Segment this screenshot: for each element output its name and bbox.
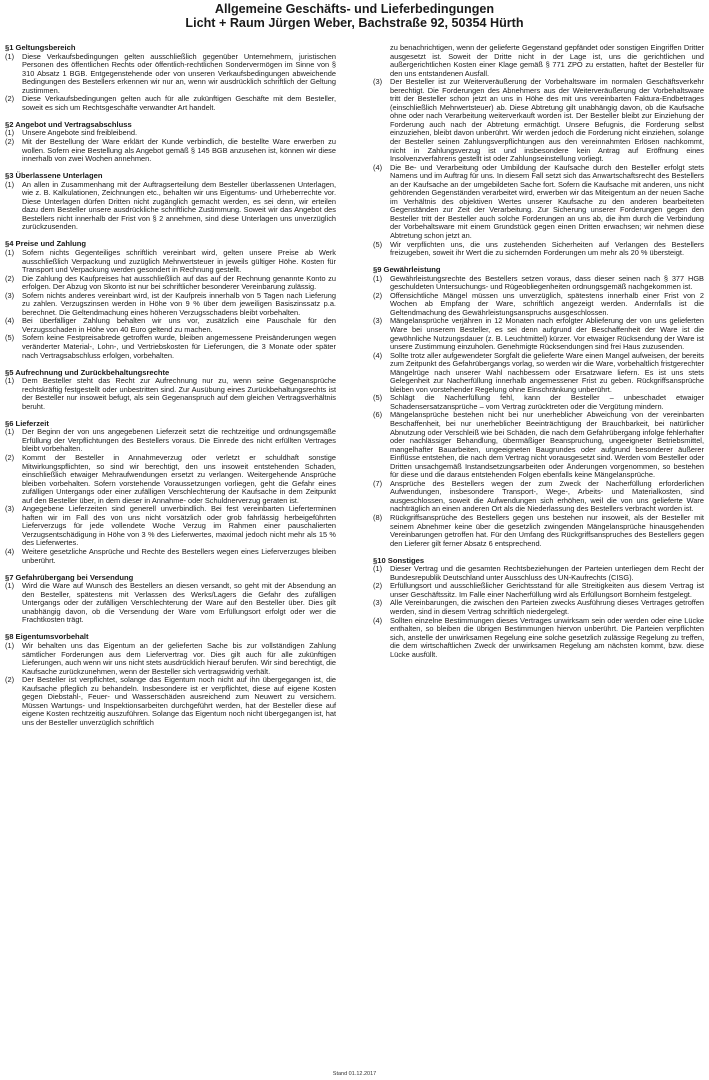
clause-text: Wir behalten uns das Eigentum an der gelieferten Sache bis zur vollständigen Zahlung sämtlicher Forderungen aus dem Liefervertrag vor. Dies gilt auch für alle zukünftigen Lieferungen, auch wenn wir uns nicht stets ausdrücklich hierauf berufen. Wir sind berechtigt, die Kaufsache zurückzunehmen, wenn der Besteller sich vertragswidrig verhält. xyxy=(22,640,336,676)
clause-number: (1) xyxy=(5,376,15,386)
clause-number: (4) xyxy=(373,615,383,625)
clause-text: Die Be- und Verarbeitung oder Umbildung der Kaufsache durch den Besteller erfolgt stets Namens und im Auftrag für uns. In diesem Fall setzt sich das Anwartschaftsrecht des Bestellers an der Kaufsache an der umgebildeten Sache fort. Sofern die Kaufsache mit anderen, uns nicht gehörenden Gegenständen verarbeitet wird, erwerben wir das Miteigentum an der neuen Sache im Verhältnis des objektiven Wertes unserer Kaufsache zu den anderen bearbeiteten Gegenständen zur Zeit der Verarbeitung. Zur Sicherung unserer Forderungen gegen den Besteller tritt der Besteller auch solche Forderungen an uns ab, die ihm durch die Verbindung der Vorbehaltsware mit einem Grundstück gegen einen Dritten erwachsen; wir nehmen diese Abtretung schon jetzt an. xyxy=(390,162,704,241)
clause-number: (5) xyxy=(373,239,383,249)
clause-text: Dem Besteller steht das Recht zur Aufrechnung nur zu, wenn seine Gegenansprüche rechtskräftig festgestellt oder unbestritten sind. Zur Ausübung eines Zurückbehaltungsrechts ist der Besteller nur insoweit befugt, als sein Gegenanspruch auf dem gleichen Vertragsverhältnis beruht. xyxy=(22,376,336,411)
clause-text: Gewährleistungsrechte des Bestellers setzen voraus, dass dieser seinen nach § 377 HGB geschuldeten Untersuchungs- und Rügeobliegenheiten ordnungsgemäß nachgekommen ist. xyxy=(390,273,704,292)
clause-number: (7) xyxy=(373,478,383,488)
clause-text: Der Besteller ist zur Weiterveräußerung der Vorbehaltsware im normalen Geschäftsverkehr berechtigt. Die Forderungen des Abnehmers aus der Weiterveräußerung der Vorbehaltsware tritt der Besteller schon jetzt an uns in Höhe des mit uns vereinbarten Faktura-Endbetrages (einschließlich Mehrwertsteuer) ab. Diese Abtretung gilt unabhängig davon, ob die Kaufsache ohne oder nach Verarbeitung weiterverkauft worden ist. Der Besteller bleibt zur Einziehung der Forderung auch nach der Abtretung ermächtigt. Unsere Befugnis, die Forderung selbst einzuziehen, bleibt davon unberührt. Wir werden jedoch die Forderung nicht einziehen, solange der Besteller seinen Zahlungsverpflichtungen aus den vereinnahmten Erlösen nachkommt, nicht in Zahlungsverzug ist und insbesondere kein Antrag auf Eröffnung eines Insolvenzverfahrens gestellt ist oder Zahlungseinstellung vorliegt. xyxy=(390,77,704,164)
clause-text: Die Zahlung des Kaufpreises hat ausschließlich auf das auf der Rechnung genannte Konto zu erfolgen. Der Abzug von Skonto ist nur bei schriftlicher besonderer Vereinbarung zulässig. xyxy=(22,273,336,292)
section xyxy=(5,574,336,625)
clause-number: (3) xyxy=(5,290,15,300)
clause-number: (5) xyxy=(5,333,15,343)
clause-text: Mängelansprüche verjähren in 12 Monaten nach erfolgter Ablieferung der von uns gelieferten Ware bei unserem Besteller, es sei denn aufgrund der Beschaffenheit der Ware ist die gewöhnliche Nutzungsdauer (z. B. Leuchtmittel) kürzer. Vor etwaiger Rücksendung der Ware ist unsere Zustimmung einzuholen. Genehmigte Rücksendungen sind frei Haus zuzusenden. xyxy=(390,316,704,352)
clause-number: (1) xyxy=(5,51,15,61)
clause xyxy=(373,241,704,258)
section xyxy=(5,240,336,360)
clause-number: (1) xyxy=(5,581,15,591)
section xyxy=(5,121,336,164)
clause-text: Erfüllungsort und ausschließlicher Gerichtsstand für alle Streitigkeiten aus diesem Vertrag ist unser Geschäftssitz. Im Falle einer Nacherfüllung wird als Erfüllungsort Bornheim festgelegt. xyxy=(390,581,704,599)
clause-text: Rückgriffsansprüche des Bestellers gegen uns bestehen nur insoweit, als der Besteller mit seinem Abnehmer keine über die gesetzlich zwingenden Mängelansprüche hinausgehenden Vereinbarungen getroffen hat. Für den Umfang des Rückgriffsanspruches des Bestellers gegen den Lieferer gilt ferner Absatz 6 entsprechend. xyxy=(390,513,704,548)
clause-number: (2) xyxy=(5,94,15,104)
clause-number: (2) xyxy=(5,453,15,463)
left-column xyxy=(5,44,336,736)
clause-number: (3) xyxy=(373,316,383,326)
clause-text: Dieser Vertrag und die gesamten Rechtsbeziehungen der Parteien unterliegen dem Recht der Bundesrepublik Deutschland unter Ausschluss des UN-Kaufrechts (CISG). xyxy=(390,564,704,582)
section xyxy=(5,369,336,412)
clause-number: (6) xyxy=(373,410,383,420)
clause xyxy=(5,505,336,548)
clause xyxy=(373,164,704,241)
section xyxy=(5,44,336,112)
clause-text: An allen in Zusammenhang mit der Auftragserteilung dem Besteller überlassenen Unterlagen, wie z. B. Kalkulationen, Zeichnungen etc., behalten wir uns Eigentums- und Urheberrechte vor. Diese Unterlagen dürfen Dritten nicht zugänglich gemacht werden, es sei denn, wir erteilen dazu dem Besteller unsere ausdrückliche schriftliche Zustimmung. Soweit wir das Angebot des Bestellers nicht innerhalb der Frist von § 2 annehmen, sind diese Unterlagen uns unverzüglich zurückzusenden. xyxy=(22,179,336,232)
section-title: §6 Lieferzeit xyxy=(5,418,49,428)
clause-number: (2) xyxy=(5,136,15,146)
clause xyxy=(373,599,704,616)
clause-number: (4) xyxy=(5,316,15,326)
clause-number: (2) xyxy=(373,290,383,300)
section-title: §2 Angebot und Vertragsabschluss xyxy=(5,119,132,129)
clause-text: Sofern nichts Gegenteiliges schriftlich vereinbart wird, gelten unsere Preise ab Werk ausschließlich Verpackung und zuzüglich Mehrwertsteuer in jeweils gültiger Höhe. Kosten für Transport und Verpackung werden gesondert in Rechnung gestellt. xyxy=(22,247,336,275)
clause xyxy=(373,78,704,163)
clause xyxy=(373,411,704,479)
clause-number: (1) xyxy=(5,427,15,437)
clause-text: Angegebene Lieferzeiten sind generell unverbindlich. Bei fest vereinbarten Lieferterminen haften wir im Fall des von uns nicht vorsätzlich oder grob fahrlässig herbeigeführten Lieferverzugs für jede vollendete Woche Verzug im Rahmen einer pauschalierten Verzugsentschädigung in Höhe von 3 % des Lieferwertes, maximal jedoch nicht mehr als 15 % des Lieferwertes. xyxy=(22,504,336,548)
clause-number: (8) xyxy=(373,513,383,523)
section-title: §1 Geltungsbereich xyxy=(5,43,76,52)
clause-number: (1) xyxy=(373,564,383,574)
clause-number: (4) xyxy=(373,350,383,360)
section xyxy=(5,172,336,232)
clause xyxy=(373,582,704,599)
footer-date: Stand 01.12.2017 xyxy=(332,1071,377,1077)
clause-number: (2) xyxy=(373,581,383,591)
clause-number: (2) xyxy=(5,273,15,283)
clause xyxy=(5,275,336,292)
document-subtitle: Licht + Raum Jürgen Weber, Bachstraße 92, 50354 Hürth xyxy=(185,16,524,30)
section-title: §10 Sonstiges xyxy=(373,555,425,565)
clause xyxy=(373,514,704,548)
clause-text: Mängelansprüche bestehen nicht bei nur unerheblicher Abweichung von der vereinbarten Beschaffenheit, bei nur unerheblicher Beeinträchtigung der Brauchbarkeit, bei natürlicher Abnutzung oder Verschleiß wie bei Schäden, die nach dem Gefahrübergang infolge fehlerhafter oder nachlässiger Behandlung, übermäßiger Beanspruchung, ungeeigneter Betriebsmittel, mangelhafter Bauarbeiten, ungeeigneten Baugrundes oder aufgrund besonderer äußerer Einflüsse entstehen, die nach dem Vertrag nicht vorausgesetzt sind. Werden vom Besteller oder Dritten unsachgemäß Instandsetzungsarbeiten oder Änderungen vorgenommen, so bestehen für diese und die daraus entstehenden Folgen ebenfalls keine Mängelansprüche. xyxy=(390,410,704,480)
clause-number: (1) xyxy=(5,128,15,138)
section xyxy=(373,44,704,258)
clause-text: Unsere Angebote sind freibleibend. xyxy=(22,128,138,138)
section xyxy=(5,420,336,565)
clause xyxy=(373,317,704,351)
clause-text: Offensichtliche Mängel müssen uns unverzüglich, spätestens innerhalb einer Frist von 2 Wochen ab Empfang der Ware, schriftlich angezeigt werden. Andernfalls ist die Geltendmachung des Gewährleistungsanspruchs ausgeschlossen. xyxy=(390,290,704,317)
clause-text: Kommt der Besteller in Annahmeverzug oder verletzt er schuldhaft sonstige Mitwirkungspflichten, so sind wir berechtigt, den uns insoweit entstehenden Schaden, einschließlich etwaiger Mehraufwendungen ersetzt zu verlangen. Weitergehende Ansprüche bleiben vorbehalten. Sofern vorstehende Voraussetzungen vorliegen, geht die Gefahr eines zufälligen Untergangs oder einer zufälligen Verschlechterung der Kaufsache in dem Zeitpunkt auf den Besteller über, in dem dieser in Annahme- oder Schuldnerverzug geraten ist. xyxy=(22,453,336,505)
clause-text: Bei überfälliger Zahlung behalten wir uns vor, zusätzlich eine Pauschale für den Verzugsschaden in Höhe von 40 Euro geltend zu machen. xyxy=(22,316,336,334)
clause xyxy=(373,565,704,582)
clause-text: Sofern nichts anderes vereinbart wird, ist der Kaufpreis innerhalb von 5 Tagen nach Lieferung zu zahlen. Verzugszinsen werden in Höhe von 9 % über dem jeweiligen Basiszinssatz p.a. berechnet. Die Geltendmachung eines höheren Verzugsschadens bleibt vorbehalten. xyxy=(22,290,336,317)
clause-number xyxy=(373,44,390,78)
clause xyxy=(373,617,704,660)
clause-number: (4) xyxy=(5,547,15,557)
clause xyxy=(5,95,336,112)
clause xyxy=(5,582,336,625)
section-title: §5 Aufrechnung und Zurückbehaltungsrechte xyxy=(5,367,170,377)
section-title: §3 Überlassene Unterlagen xyxy=(5,171,103,181)
clause-number: (1) xyxy=(5,247,15,257)
clause-text: Ansprüche des Bestellers wegen der zum Zweck der Nacherfüllung erforderlichen Aufwendungen, insbesondere Transport-, Wege-, Arbeits- und Materialkosten, sind ausgeschlossen, soweit die Aufwendungen sich erhöhen, weil die von uns gelieferte Ware nachträglich an einen anderen Ort als die Niederlassung des Bestellers verbracht worden ist. xyxy=(390,478,704,514)
section-title: §7 Gefahrübergang bei Versendung xyxy=(5,572,134,582)
clause-text: Alle Vereinbarungen, die zwischen den Parteien zwecks Ausführung dieses Vertrages getroffen werden, sind in diesem Vertrag schriftlich niedergelegt. xyxy=(390,598,704,616)
clause-number: (4) xyxy=(373,162,383,172)
clause xyxy=(5,548,336,565)
clause xyxy=(5,53,336,96)
clause-text: Sofern keine Festpreisabrede getroffen wurde, bleiben angemessene Preisänderungen wegen veränderter Material-, Lohn-, und Vertriebskosten für Lieferungen, die 3 Monate oder später nach Vertragsabschluss erfolgen, vorbehalten. xyxy=(22,333,336,360)
section xyxy=(373,266,704,548)
clause-number: (2) xyxy=(5,675,15,685)
clause-number: (1) xyxy=(5,179,15,189)
clause-number: (3) xyxy=(373,598,383,608)
section-title: §4 Preise und Zahlung xyxy=(5,239,87,249)
clause-text: Sollte trotz aller aufgewendeter Sorgfalt die gelieferte Ware einen Mangel aufweisen, der bereits zum Zeitpunkt des Gefahrübergangs vorlag, so werden wir die Ware, vorbehaltlich fristgerechter Mängelrüge nach unserer Wahl nachbessern oder Ersatzware liefern. Es ist uns stets Gelegenheit zur Nacherfüllung innerhalb angemessener Frist zu geben. Rückgriffsansprüche bleiben von vorstehender Regelung ohne Einschränkung unberührt. xyxy=(390,350,705,394)
clause-number: (5) xyxy=(373,393,383,403)
clause xyxy=(373,480,704,514)
clause-text: zu benachrichtigen, wenn der gelieferte Gegenstand gepfändet oder sonstigen Eingriffen Dritter ausgesetzt ist. Soweit der Dritte nicht in der Lage ist, uns die gerichtlichen und außergerichtlichen Kosten einer Klage gemäß § 771 ZPO zu erstatten, haftet der Besteller für den uns entstandenen Ausfall. xyxy=(390,43,704,78)
clause xyxy=(5,292,336,318)
document-title: Allgemeine Geschäfts- und Lieferbedingungen xyxy=(214,2,495,16)
clause xyxy=(373,44,704,78)
clause-text: Diese Verkaufsbedingungen gelten auch für alle zukünftigen Geschäfte mit dem Besteller, soweit es sich um Rechtsgeschäfte verwandter Art handelt. xyxy=(22,94,336,112)
clause-number: (1) xyxy=(373,273,383,283)
clause xyxy=(5,334,336,360)
clause xyxy=(5,428,336,454)
clause-number: (1) xyxy=(5,640,15,650)
section-title: §8 Eigentumsvorbehalt xyxy=(5,632,89,642)
clause-text: Weitere gesetzliche Ansprüche und Rechte des Bestellers wegen eines Lieferverzuges bleiben unberührt. xyxy=(22,547,336,565)
section-title: §9 Gewährleistung xyxy=(373,265,441,275)
clause-text: Sollten einzelne Bestimmungen dieses Vertrages unwirksam sein oder werden oder eine Lücke enthalten, so bleiben die übrigen Bestimmungen hiervon unberührt. Die Parteien verpflichten sich, anstelle der unwirksamen Regelung eine solche gesetzlich zulässige Regelung zu treffen, die dem wirtschaftlichen Zweck der unwirksamen Regelung am nächsten kommt, bzw. diese Lücke ausfüllt. xyxy=(390,615,704,659)
clause xyxy=(5,138,336,164)
clause xyxy=(373,394,704,411)
clause-text: Wir verpflichten uns, die uns zustehenden Sicherheiten auf Verlangen des Bestellers freizugeben, soweit ihr Wert die zu sichernden Forderungen um mehr als 20 % übersteigt. xyxy=(390,239,704,258)
document-header xyxy=(0,2,709,30)
clause xyxy=(373,275,704,292)
right-column xyxy=(373,44,704,668)
clause-text: Schlägt die Nacherfüllung fehl, kann der Besteller – unbeschadet etwaiger Schadensersatzansprüche – vom Vertrag zurücktreten oder die Vergütung mindern. xyxy=(390,393,704,411)
section xyxy=(373,557,704,660)
clause-text: Diese Verkaufsbedingungen gelten ausschließlich gegenüber Unternehmern, juristischen Personen des öffentlichen Rechts oder öffentlich-rechtlichen Sondervermögen im Sinne von § 310 Absatz 1 BGB. Entgegenstehende oder von unseren Verkaufsbedingungen abweichende Bedingungen des Bestellers erkennen wir nur an, wenn wir ausdrücklich schriftlich der Geltung zustimmen. xyxy=(22,51,336,95)
section xyxy=(5,633,336,727)
clause xyxy=(373,292,704,318)
clause-text: Der Besteller ist verpflichtet, solange das Eigentum noch nicht auf ihn übergegangen ist, die Kaufsache pfleglich zu behandeln. Insbesondere ist er verpflichtet, diese auf eigene Kosten gegen Diebstahl-, Feuer- und Wasserschäden ausreichend zum Neuwert zu versichern. Müssen Wartungs- und Inspektionsarbeiten durchgeführt werden, hat der Besteller diese auf eigene Kosten rechtzeitig auszuführen. Solange das Eigentum noch nicht übergegangen ist, hat uns der Besteller unverzüglich schriftlich xyxy=(22,675,336,727)
clause-text: Wird die Ware auf Wunsch des Bestellers an diesen versandt, so geht mit der Absendung an den Besteller, spätestens mit Verlassen des Werks/Lagers die Gefahr des zufälligen Untergangs oder der zufälligen Verschlechterung der Ware auf den Besteller über. Dies gilt unabhängig davon, ob die Versendung der Ware vom Erfüllungsort erfolgt oder wer die Frachtkosten trägt. xyxy=(22,581,336,625)
clause xyxy=(5,454,336,505)
clause xyxy=(5,642,336,676)
clause xyxy=(5,377,336,411)
clause xyxy=(5,249,336,275)
clause-text: Mit der Bestellung der Ware erklärt der Kunde verbindlich, die bestellte Ware erwerben zu wollen. Sofern eine Bestellung als Angebot gemäß § 145 BGB anzusehen ist, können wir diese innerhalb von zwei Wochen annehmen. xyxy=(22,136,336,164)
clause xyxy=(5,317,336,334)
clause-text: Der Beginn der von uns angegebenen Lieferzeit setzt die rechtzeitige und ordnungsgemäße Erfüllung der Verpflichtungen des Bestellers voraus. Die Einrede des nicht erfüllten Vertrages bleibt vorbehalten. xyxy=(22,427,336,454)
clause-number: (3) xyxy=(373,77,383,87)
clause xyxy=(5,676,336,727)
clause xyxy=(5,181,336,232)
clause-number: (3) xyxy=(5,504,15,514)
clause xyxy=(373,352,704,395)
